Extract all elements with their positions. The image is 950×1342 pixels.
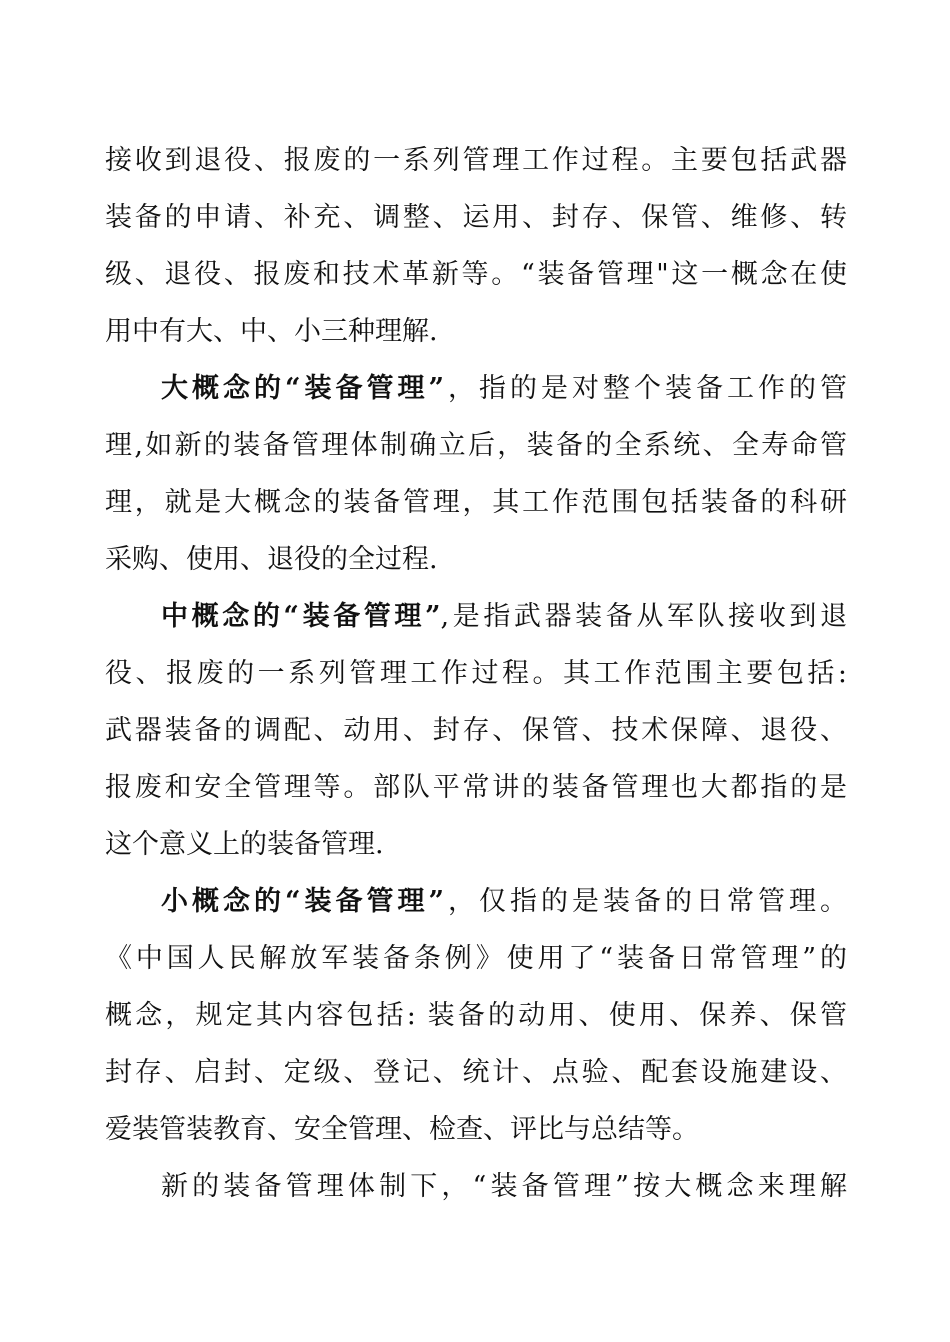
text-line: 级、退役、报废和技术革新等。“装备管理"这一概念在使 xyxy=(105,259,847,290)
paragraph-4 xyxy=(105,873,847,1158)
text-line: 装备的申请、补充、调整、运用、封存、保管、维修、转 xyxy=(105,202,847,233)
paragraph-5 xyxy=(105,1158,847,1215)
text-line: 新的装备管理体制下，“装备管理”按大概念来理解 xyxy=(161,1171,847,1202)
term-heading: 大概念的“装备管理” xyxy=(161,373,445,404)
paragraph-3 xyxy=(105,588,847,873)
text-line: 理,如新的装备管理体制确立后，装备的全系统、全寿命管 xyxy=(105,430,847,461)
text-line: 采购、使用、退役的全过程. xyxy=(105,544,438,575)
body-text xyxy=(105,132,847,1215)
text-line: 小概念的“装备管理”，仅指的是装备的日常管理。 xyxy=(161,886,847,917)
text-line: 中概念的“装备管理”,是指武器装备从军队接收到退 xyxy=(161,601,847,632)
paragraph-2 xyxy=(105,360,847,588)
text-line: 报废和安全管理等。部队平常讲的装备管理也大都指的是 xyxy=(105,772,847,803)
text-line: 武器装备的调配、动用、封存、保管、技术保障、退役、 xyxy=(105,715,847,746)
text-line: 封存、启封、定级、登记、统计、点验、配套设施建设、 xyxy=(105,1057,847,1088)
term-heading: 小概念的“装备管理” xyxy=(161,886,445,917)
text-line: 用中有大、中、小三种理解. xyxy=(105,316,438,347)
text-line: 大概念的“装备管理”，指的是对整个装备工作的管 xyxy=(161,373,847,404)
term-heading: 中概念的“装备管理” xyxy=(161,601,441,632)
text-line: 理，就是大概念的装备管理，其工作范围包括装备的科研 xyxy=(105,487,847,518)
text-line: 《中国人民解放军装备条例》使用了“装备日常管理”的 xyxy=(105,943,847,974)
text-line: 概念，规定其内容包括: 装备的动用、使用、保养、保管 xyxy=(105,1000,847,1031)
text-line: 接收到退役、报废的一系列管理工作过程。主要包括武器 xyxy=(105,145,847,176)
text-line: 爱装管装教育、安全管理、检查、评比与总结等。 xyxy=(105,1114,699,1145)
paragraph-1 xyxy=(105,132,847,360)
text-line: 役、报废的一系列管理工作过程。其工作范围主要包括: xyxy=(105,658,847,689)
text-line: 这个意义上的装备管理. xyxy=(105,829,384,860)
